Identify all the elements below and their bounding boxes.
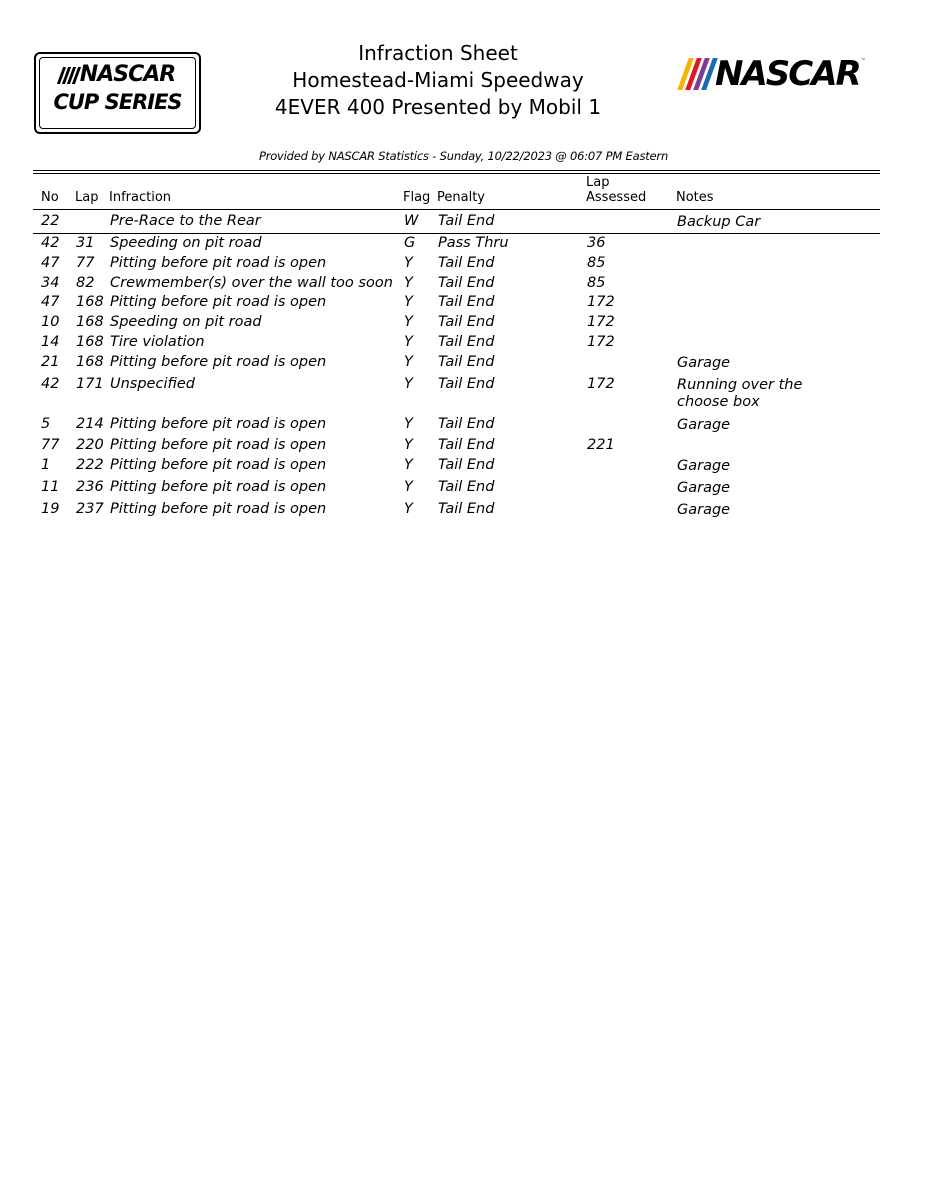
cell-penalty: Tail End — [438, 416, 495, 432]
cell-flag: Y — [404, 354, 413, 370]
cell-notes: Garage — [677, 417, 731, 433]
cell-no: 19 — [41, 501, 60, 517]
cell-flag: Y — [404, 376, 413, 392]
cell-lap-assessed: 172 — [587, 376, 615, 392]
trademark-mark: ™ — [860, 58, 866, 64]
cell-lap: 222 — [76, 457, 104, 473]
cell-lap-assessed: 172 — [587, 334, 615, 350]
cell-no: 77 — [41, 437, 60, 453]
cell-penalty: Tail End — [438, 437, 495, 453]
cell-no: 42 — [41, 376, 60, 392]
cell-lap: 82 — [76, 275, 95, 291]
table-row — [0, 212, 927, 232]
table-row — [0, 375, 927, 415]
cell-flag: W — [404, 213, 419, 229]
provided-by-line: Provided by NASCAR Statistics - Sunday, 10/22/2023 @ 06:07 PM Eastern — [258, 149, 669, 163]
cell-notes: Backup Car — [677, 214, 761, 230]
cell-infraction: Speeding on pit road — [110, 235, 262, 251]
cell-flag: Y — [404, 275, 413, 291]
cell-flag: Y — [404, 255, 413, 271]
table-row — [0, 313, 927, 333]
cell-lap-assessed: 221 — [587, 437, 615, 453]
cell-lap-assessed: 85 — [587, 275, 606, 291]
cell-penalty: Tail End — [438, 457, 495, 473]
cell-infraction: Pitting before pit road is open — [110, 479, 327, 495]
cell-penalty: Tail End — [438, 501, 495, 517]
nascar-logo-word: NASCAR — [715, 54, 860, 94]
cell-notes: Garage — [677, 480, 731, 496]
cell-infraction: Pitting before pit road is open — [110, 255, 327, 271]
cell-flag: Y — [404, 294, 413, 310]
cup-series-logo — [34, 52, 201, 134]
cell-lap: 168 — [76, 334, 104, 350]
col-header-flag: Flag — [403, 190, 431, 205]
col-header-no: No — [41, 190, 59, 205]
title-line-2: Homestead-Miami Speedway — [292, 68, 584, 92]
cell-no: 22 — [41, 213, 60, 229]
cell-infraction: Pitting before pit road is open — [110, 354, 327, 370]
cell-infraction: Unspecified — [110, 376, 195, 392]
cell-lap: 220 — [76, 437, 104, 453]
cell-infraction: Pitting before pit road is open — [110, 437, 327, 453]
column-header-rule — [33, 209, 880, 210]
cell-no: 14 — [41, 334, 60, 350]
stripes-icon — [60, 67, 78, 84]
cell-no: 5 — [41, 416, 51, 432]
table-row — [0, 234, 927, 254]
cell-lap: 214 — [76, 416, 104, 432]
table-row — [0, 478, 927, 498]
col-header-penalty: Penalty — [437, 190, 485, 205]
cell-lap-assessed: 36 — [587, 235, 606, 251]
table-row — [0, 293, 927, 313]
cell-lap-assessed: 172 — [587, 294, 615, 310]
cup-series-logo-word: NASCAR — [79, 62, 176, 87]
cell-notes: Garage — [677, 355, 731, 371]
cell-no: 47 — [41, 294, 60, 310]
title-line-1: Infraction Sheet — [358, 41, 518, 65]
col-header-lap-assessed-2: Assessed — [586, 190, 647, 205]
cell-no: 10 — [41, 314, 60, 330]
cell-penalty: Tail End — [438, 314, 495, 330]
cell-lap-assessed: 85 — [587, 255, 606, 271]
cell-flag: Y — [404, 457, 413, 473]
col-header-lap-assessed-1: Lap — [586, 175, 610, 190]
cell-penalty: Tail End — [438, 354, 495, 370]
cell-no: 11 — [41, 479, 60, 495]
cell-lap: 237 — [76, 501, 104, 517]
cell-infraction: Crewmember(s) over the wall too soon — [110, 275, 393, 291]
cell-no: 42 — [41, 235, 60, 251]
cell-no: 1 — [41, 457, 51, 473]
cell-penalty: Tail End — [438, 376, 495, 392]
cell-flag: Y — [404, 437, 413, 453]
table-row — [0, 353, 927, 373]
table-row — [0, 254, 927, 274]
cell-flag: Y — [404, 479, 413, 495]
cell-notes: Garage — [677, 458, 731, 474]
cell-flag: G — [404, 235, 416, 251]
stripes-icon — [683, 58, 712, 90]
table-row — [0, 436, 927, 456]
cell-lap: 31 — [76, 235, 95, 251]
cell-lap: 77 — [76, 255, 95, 271]
cell-lap-assessed: 172 — [587, 314, 615, 330]
cell-no: 34 — [41, 275, 60, 291]
cell-infraction: Pitting before pit road is open — [110, 416, 327, 432]
cell-lap: 171 — [76, 376, 104, 392]
header-rule-top — [33, 170, 880, 171]
cell-no: 47 — [41, 255, 60, 271]
cell-flag: Y — [404, 334, 413, 350]
cell-penalty: Tail End — [438, 479, 495, 495]
cell-no: 21 — [41, 354, 60, 370]
table-row — [0, 415, 927, 435]
cell-lap: 236 — [76, 479, 104, 495]
cell-flag: Y — [404, 501, 413, 517]
col-header-infraction: Infraction — [109, 190, 172, 205]
header-rule-top-2 — [33, 173, 880, 174]
cell-infraction: Pitting before pit road is open — [110, 457, 327, 473]
cell-infraction: Tire violation — [110, 334, 205, 350]
cell-flag: Y — [404, 314, 413, 330]
table-row — [0, 456, 927, 476]
cell-infraction: Pre-Race to the Rear — [110, 213, 261, 229]
cell-penalty: Tail End — [438, 275, 495, 291]
col-header-notes: Notes — [676, 190, 714, 205]
cell-penalty: Tail End — [438, 294, 495, 310]
cell-infraction: Pitting before pit road is open — [110, 294, 327, 310]
cell-penalty: Tail End — [438, 334, 495, 350]
col-header-lap: Lap — [75, 190, 99, 205]
cell-lap: 168 — [76, 294, 104, 310]
cell-notes: Running over the choose box — [677, 377, 803, 410]
cell-penalty: Tail End — [438, 255, 495, 271]
page-title — [200, 40, 676, 121]
cell-penalty: Tail End — [438, 213, 495, 229]
table-row — [0, 500, 927, 520]
table-row — [0, 333, 927, 353]
cell-notes: Garage — [677, 502, 731, 518]
cell-penalty: Pass Thru — [438, 235, 509, 251]
nascar-logo — [683, 56, 866, 92]
cell-infraction: Speeding on pit road — [110, 314, 262, 330]
cell-lap: 168 — [76, 314, 104, 330]
cell-flag: Y — [404, 416, 413, 432]
cup-series-logo-sub: CUP SERIES — [53, 90, 182, 114]
cup-series-logo-brand — [36, 61, 199, 89]
cell-infraction: Pitting before pit road is open — [110, 501, 327, 517]
table-row — [0, 274, 927, 294]
title-line-3: 4EVER 400 Presented by Mobil 1 — [274, 95, 602, 119]
cell-lap: 168 — [76, 354, 104, 370]
